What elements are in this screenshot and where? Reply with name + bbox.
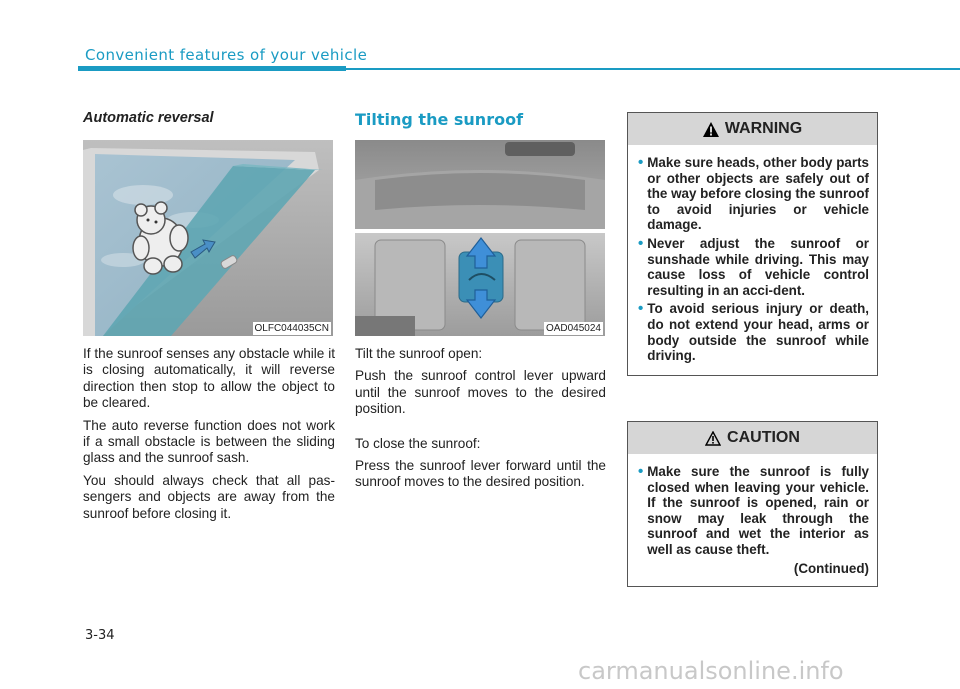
section-title: Convenient features of your vehicle: [85, 46, 368, 64]
list-item: • To avoid serious injury or death, do not extend your head, arms or body outside the sunroof while driving.: [638, 300, 869, 364]
caution-box: [627, 421, 878, 587]
subheading-automatic-reversal: Automatic reversal: [83, 110, 214, 126]
paragraph: Press the sunroof lever forward until the sunroof moves to the desired position.: [355, 458, 606, 490]
paragraph: Tilt the sunroof open:: [355, 346, 483, 361]
warning-box: [627, 112, 878, 376]
paragraph: The auto reverse function does not work if a small obstacle is between the sliding glass and the sunroof sash.: [83, 417, 335, 466]
sunroof-lever-illustration: [355, 140, 605, 336]
page-number: 3-34: [85, 628, 115, 643]
column-automatic-reversal: [83, 110, 335, 528]
subheading-tilting-sunroof: Tilting the sunroof: [355, 110, 524, 129]
header-bar-thick: [78, 66, 346, 71]
warning-body: [628, 145, 877, 375]
caution-title: CAUTION: [727, 429, 800, 446]
warning-title: WARNING: [724, 120, 803, 137]
list-item: • Make sure heads, other body parts or other objects are safely out of the way before closing the sunroof to avoid injuries or vehicle damage.: [638, 154, 869, 233]
header-rule: [346, 68, 960, 70]
paragraph: You should always check that all pas-sengers and objects are away from the sunroof before closing it.: [83, 472, 335, 521]
warning-header: [628, 113, 877, 145]
list-item: • Never adjust the sunroof or sunshade while driving. This may cause loss of vehicle control resulting in an acci-dent.: [638, 234, 869, 298]
figure-sunroof-obstacle: [83, 140, 333, 336]
warning-triangle-icon: [703, 122, 719, 137]
sunroof-obstacle-illustration: [83, 140, 333, 336]
paragraph: If the sunroof senses any obstacle while it is closing automatically, it will reverse direction then stop to allow the object to be cleared.: [83, 346, 335, 411]
watermark: carmanualsonline.info: [578, 657, 844, 685]
figure-code: OAD045024: [545, 323, 601, 334]
column-tilting-sunroof: [355, 110, 606, 497]
caution-triangle-icon: [705, 431, 721, 446]
paragraph: Push the sunroof control lever upward until the sunroof moves to the desired position.: [355, 368, 606, 417]
caution-header: [628, 422, 877, 454]
figure-code: OLFC044035CN: [254, 323, 329, 334]
figure-sunroof-lever: [355, 140, 605, 336]
list-item: • Make sure the sunroof is fully closed when leaving your vehicle. If the sunroof is opened, rain or snow may leak through the sunroof and wet the interior as well as cause theft.: [638, 463, 869, 557]
paragraph: To close the sunroof:: [355, 435, 481, 451]
continued-label: (Continued): [793, 560, 869, 576]
caution-body: [628, 454, 877, 586]
